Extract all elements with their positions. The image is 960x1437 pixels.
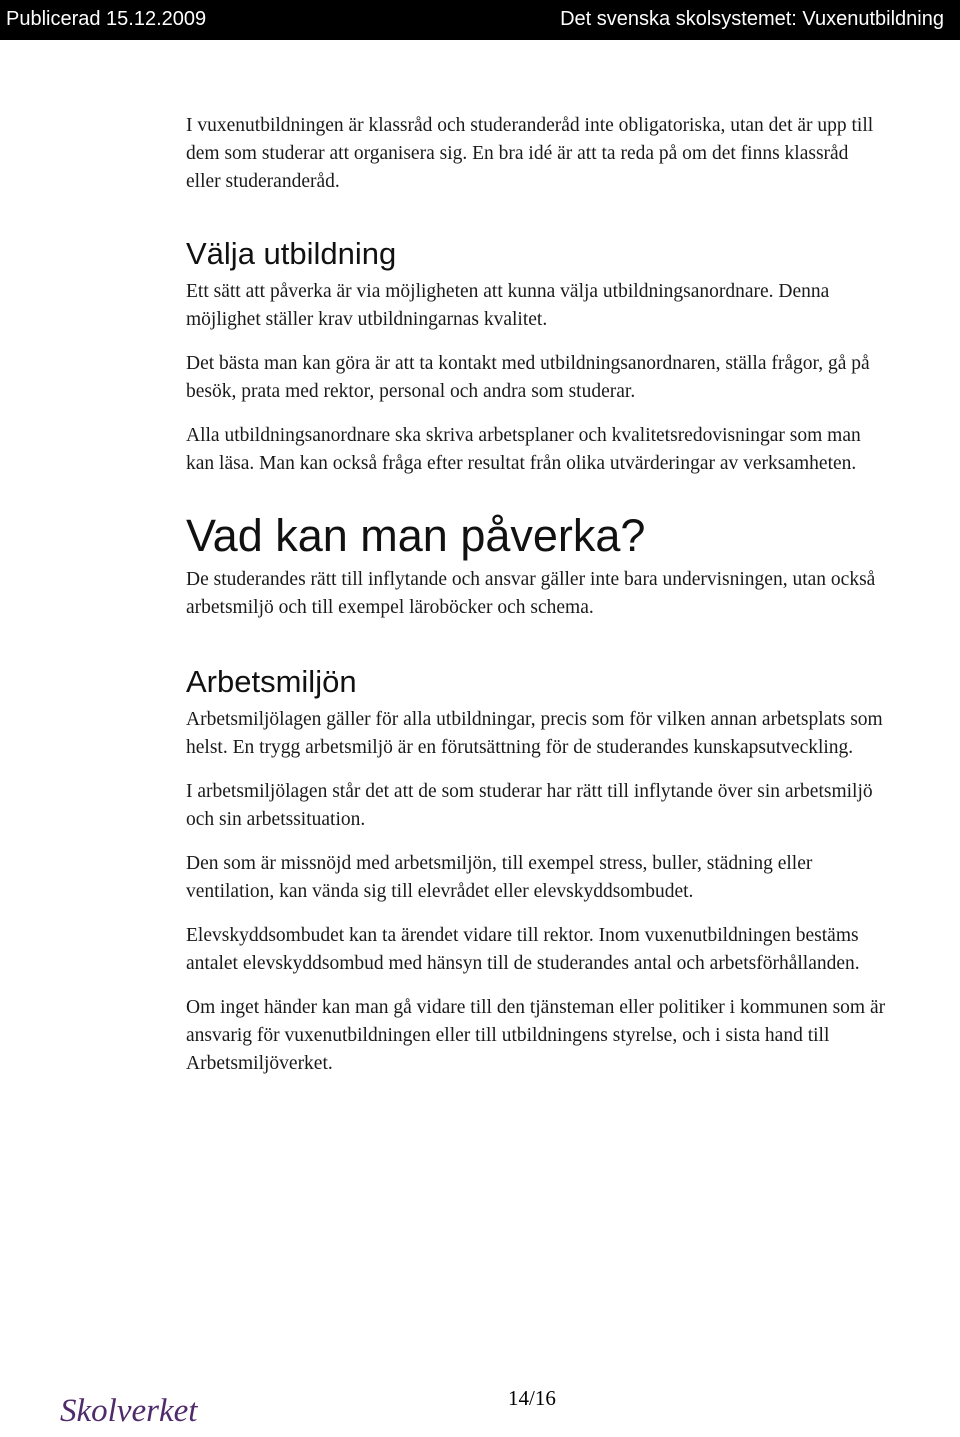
arbetsmiljo-paragraph: Elevskyddsombudet kan ta ärendet vidare till rektor. Inom vuxenutbildningen bestäms antalet elevskyddsombud med hänsyn till de studerandes antal och arbetsförhållanden. bbox=[186, 925, 860, 974]
page-number: 14/16 bbox=[508, 1386, 556, 1410]
intro-paragraph: I vuxenutbildningen är klassråd och studeranderåd inte obligatoriska, utan det är upp till dem som studerar att organisera sig. En bra idé är att ta reda på om det finns klassråd eller studeranderåd. bbox=[186, 115, 874, 192]
arbetsmiljo-paragraph: I arbetsmiljölagen står det att de som studerar har rätt till inflytande över sin arbetsmiljö och sin arbetssituation. bbox=[186, 781, 873, 830]
arbetsmiljo-paragraph: Om inget händer kan man gå vidare till den tjänsteman eller politiker i kommunen som är ansvarig för vuxenutbildningen eller till utbildningens styrelse, och i sista hand till Arbetsmiljöverket. bbox=[186, 997, 886, 1074]
valja-paragraph: Alla utbildningsanordnare ska skriva arbetsplaner och kvalitetsredovisningar som man kan läsa. Man kan också fråga efter resultat från olika utvärderingar av verksamheten. bbox=[186, 425, 861, 474]
skolverket-logo: Skolverket bbox=[60, 1393, 198, 1429]
paverka-paragraph: De studerandes rätt till inflytande och ansvar gäller inte bara undervisningen, utan också arbetsmiljö och till exempel läroböcker och schema. bbox=[186, 569, 876, 618]
header-bar bbox=[0, 0, 960, 40]
heading-arbetsmiljon: Arbetsmiljön bbox=[186, 664, 357, 699]
valja-paragraph: Ett sätt att påverka är via möjligheten att kunna välja utbildningsanordnare. Denna möjlighet ställer krav utbildningarnas kvalitet. bbox=[186, 281, 830, 330]
arbetsmiljo-paragraph: Arbetsmiljölagen gäller för alla utbildningar, precis som för vilken annan arbetsplats som helst. En trygg arbetsmiljö är en förutsättning för de studerandes kunskapsutveckling. bbox=[186, 709, 883, 758]
published-date: Publicerad 15.12.2009 bbox=[6, 8, 207, 30]
page-content bbox=[186, 112, 886, 1094]
document-title: Det svenska skolsystemet: Vuxenutbildning bbox=[560, 8, 944, 30]
heading-vad-kan-man-paverka: Vad kan man påverka? bbox=[186, 510, 646, 561]
heading-valja-utbildning: Välja utbildning bbox=[186, 236, 397, 271]
arbetsmiljo-paragraph: Den som är missnöjd med arbetsmiljön, till exempel stress, buller, städning eller ventilation, kan vända sig till elevrådet eller elevskyddsombudet. bbox=[186, 853, 813, 902]
valja-paragraph: Det bästa man kan göra är att ta kontakt med utbildningsanordnaren, ställa frågor, gå på besök, prata med rektor, personal och andra som studerar. bbox=[186, 353, 870, 402]
